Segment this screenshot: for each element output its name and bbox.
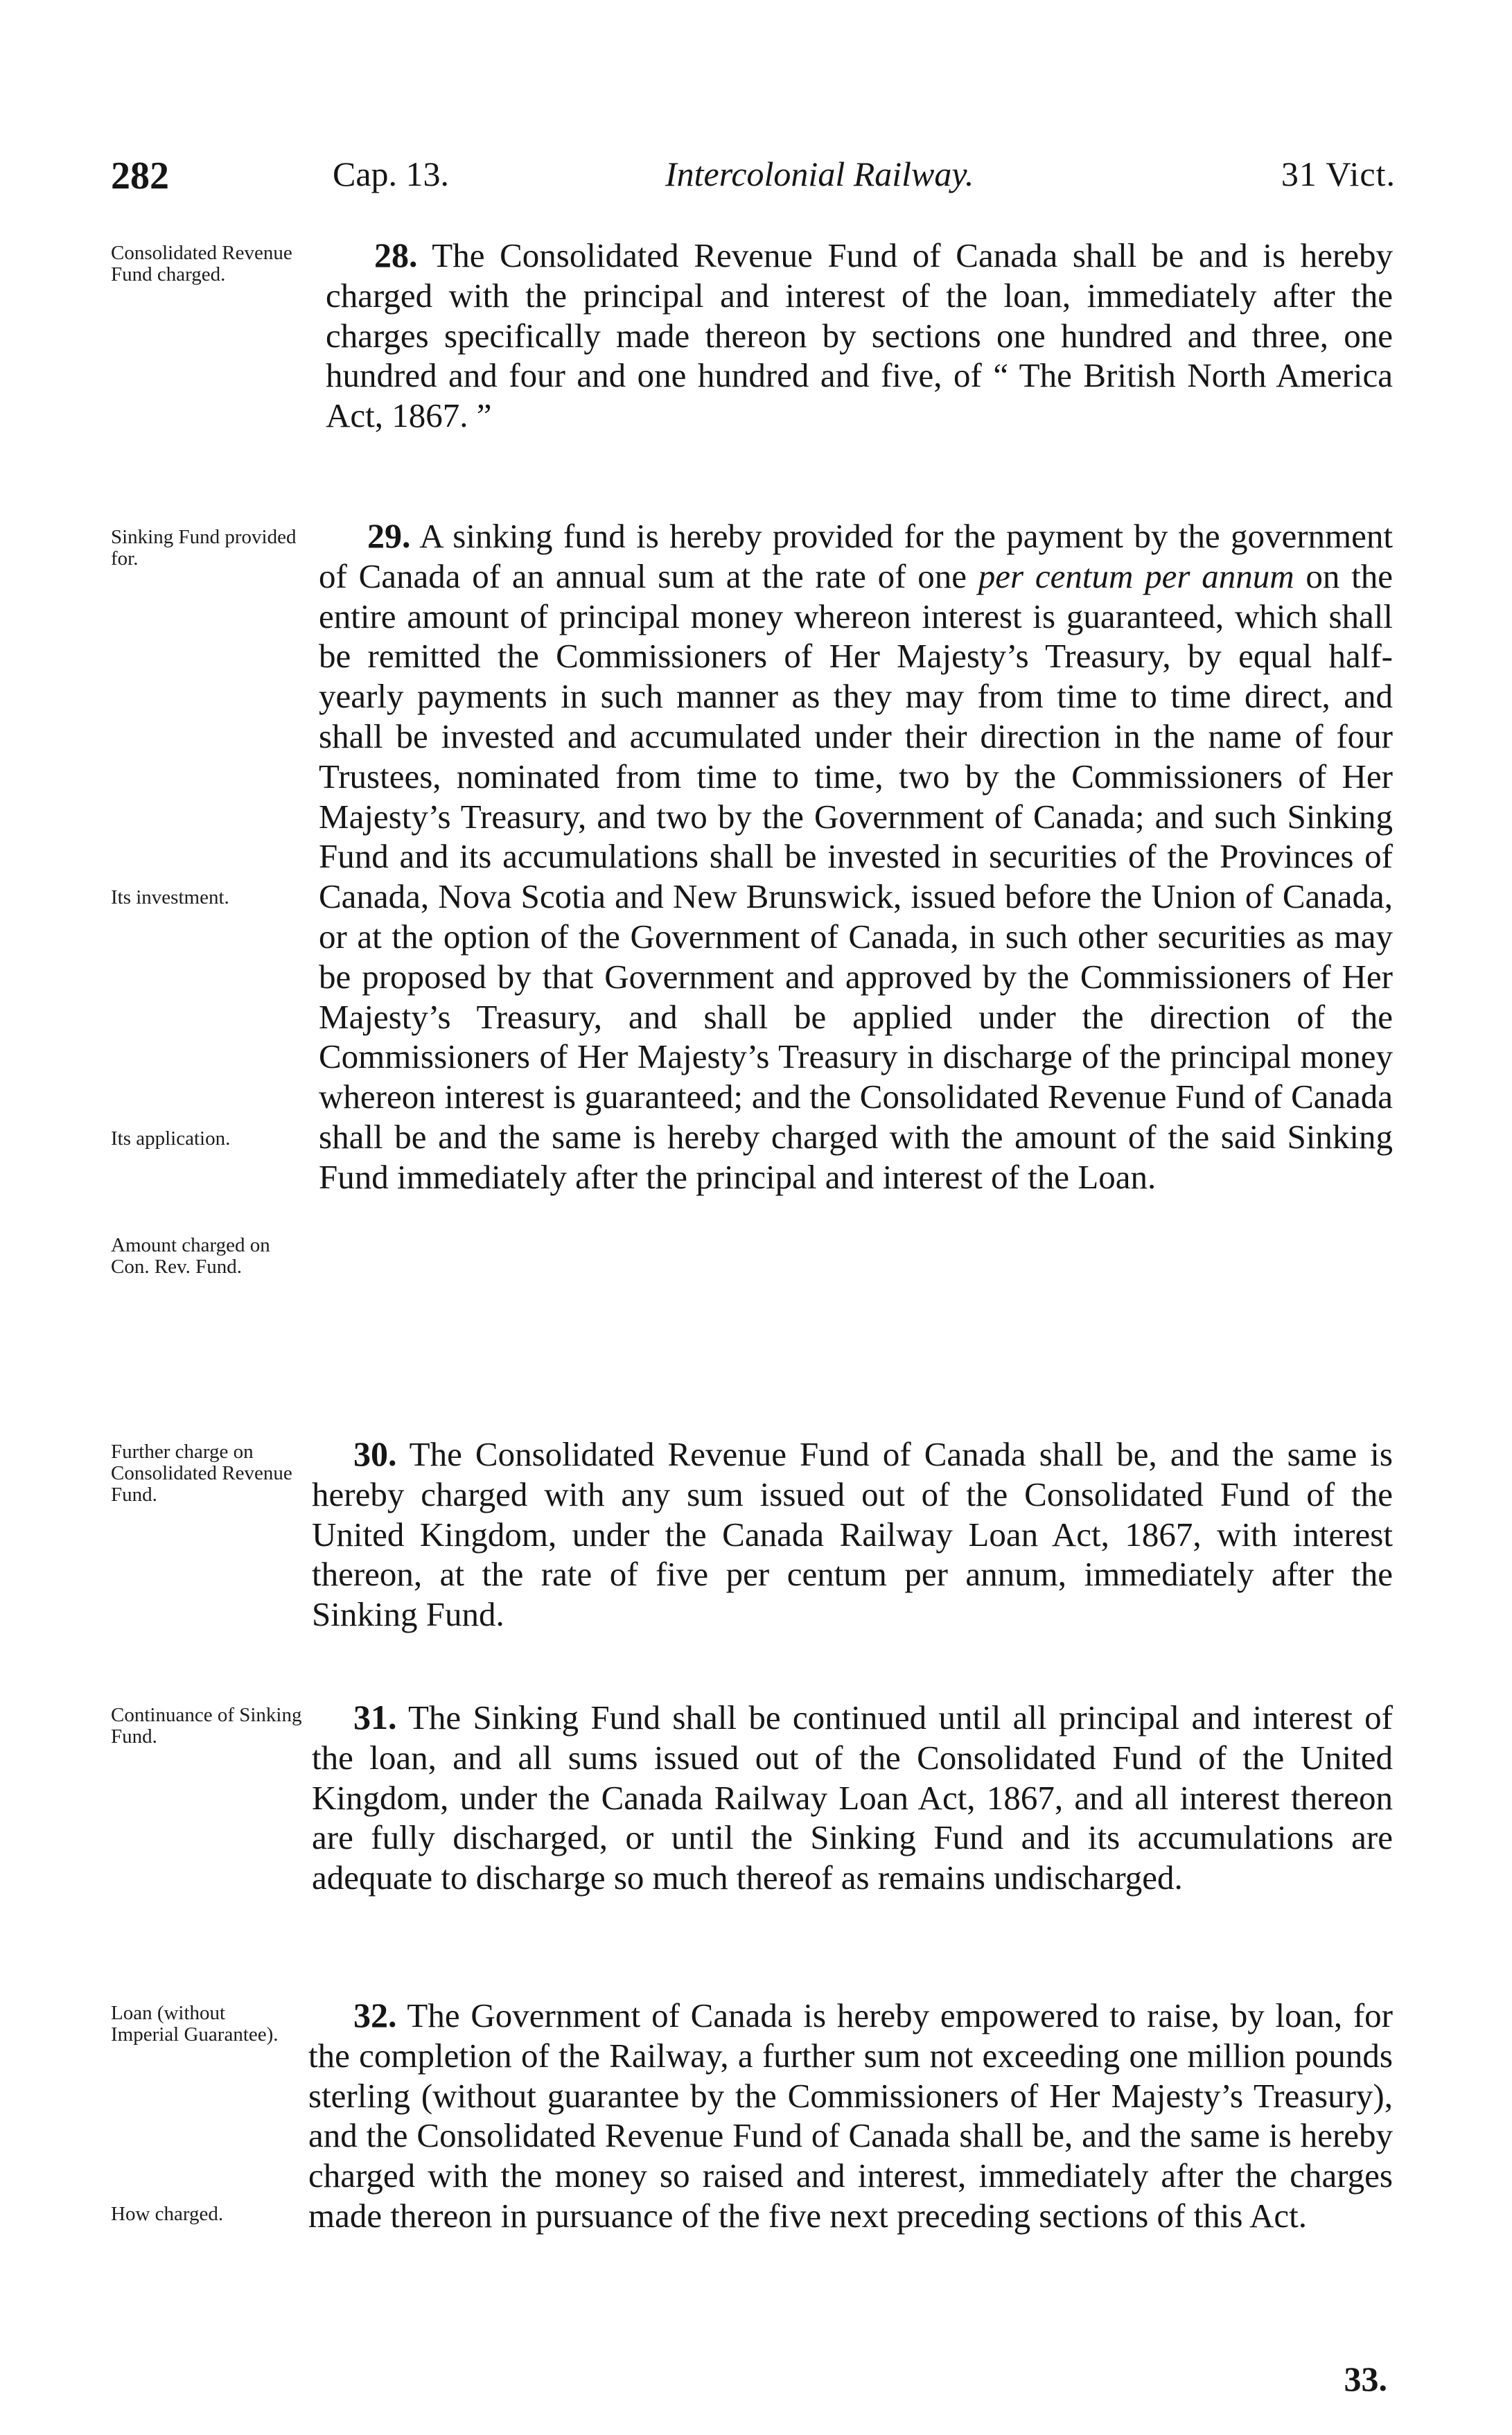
- section-29: [319, 516, 1393, 1197]
- section-text: The Consolidated Revenue Fund of Canada shall be, and the same is hereby charged with any sum issued out of the Consolidated Fund of the United Kingdom, under the Canada Railway Loan Act, 1867, with interest thereon, at the rate of five per centum per annum, immediately after the Sinking Fund.: [312, 1435, 1393, 1634]
- section-30: [312, 1434, 1393, 1635]
- section-number: 28.: [374, 236, 418, 274]
- section-number: 29.: [367, 516, 411, 555]
- section-text-italic: per centum per annum: [978, 556, 1294, 595]
- section-32: [308, 1996, 1393, 2236]
- running-title: Intercolonial Railway.: [665, 155, 974, 193]
- margin-note: Loan (without Imperial Guarantee).: [111, 2002, 279, 2046]
- margin-note: Continuance of Sinking Fund.: [111, 1704, 302, 1748]
- margin-note: Its application.: [111, 1127, 231, 1150]
- section-text: The Sinking Fund shall be continued until all principal and interest of the loan, and all sums issued out of the Consolidated Fund of the United Kingdom, under the Canada Railway Loan Act, 1867, and all interest thereon are fully discharged, or until the Sinking Fund and its accumulations are adequate to discharge so much thereof as remains undischarged.: [312, 1698, 1393, 1897]
- section-text: on the entire amount of principal money whereon interest is guaranteed, which shall be remitted the Commissioners of Her Majesty’s Treasury, by equal half-yearly payments in such manner as they may from time to time direct, and shall be invested and accumulated under their direction in the name of four Trustees, nominated from time to time, two by the Commissioners of Her Majesty’s Treasury, and two by the Government of Canada; and such Sinking Fund and its accumulations shall be invested in securities of the Provinces of Canada, Nova Scotia and New Brunswick, issued before the Union of Canada, or at the option of the Government of Canada, in such other securities as may be proposed by that Government and approved by the Commissioners of Her Majesty’s Treasury, and shall be applied under the direction of the Commissioners of Her Majesty’s Treasury in discharge of the principal money whereon interest is guaranteed; and the Consolidated Revenue Fund of Canada shall be and the same is hereby charged with the amount of the said Sinking Fund immediately after the principal and interest of the Loan.: [319, 556, 1394, 1196]
- section-text: The Consolidated Revenue Fund of Canada shall be and is hereby charged with the principal and interest of the loan, immediately after the charges specifically made thereon by sections one hundred and three, one hundred and four and one hundred and five, of “ The British North America Act, 1867. ”: [326, 236, 1393, 435]
- section-text: A sinking fund is hereby provided for the payment by the government of Canada of an annual sum at the rate of one: [319, 517, 1393, 595]
- section-number: 30.: [353, 1434, 397, 1473]
- margin-note: Further charge on Consolidated Revenue Fund.: [111, 1441, 292, 1506]
- section-number: 31.: [353, 1698, 397, 1737]
- margin-note: Its investment.: [111, 886, 229, 908]
- section-31: [312, 1698, 1393, 1898]
- regnal-year: 31 Vict.: [1281, 155, 1396, 193]
- section-number: 32.: [353, 1996, 397, 2034]
- section-28: [326, 236, 1393, 436]
- chapter-label: Cap. 13.: [333, 155, 450, 193]
- catchword: 33.: [1344, 2359, 1387, 2398]
- margin-note: Consolidated Revenue Fund charged.: [111, 242, 292, 285]
- margin-note: Amount charged on Con. Rev. Fund.: [111, 1234, 270, 1278]
- running-header: [0, 154, 1512, 202]
- margin-note: Sinking Fund provided for.: [111, 526, 297, 570]
- page-number: 282: [111, 155, 169, 197]
- section-text: The Government of Canada is hereby empowered to raise, by loan, for the completion of the Railway, a further sum not exceeding one million pounds sterling (without guarantee by the Commissioners of Her Majesty’s Treasury), and the Consolidated Revenue Fund of Canada shall be, and the same is hereby charged with the money so raised and interest, immediately after the charges made thereon in pursuance of the five next preceding sections of this Act.: [308, 1996, 1393, 2235]
- margin-note: How charged.: [111, 2203, 224, 2225]
